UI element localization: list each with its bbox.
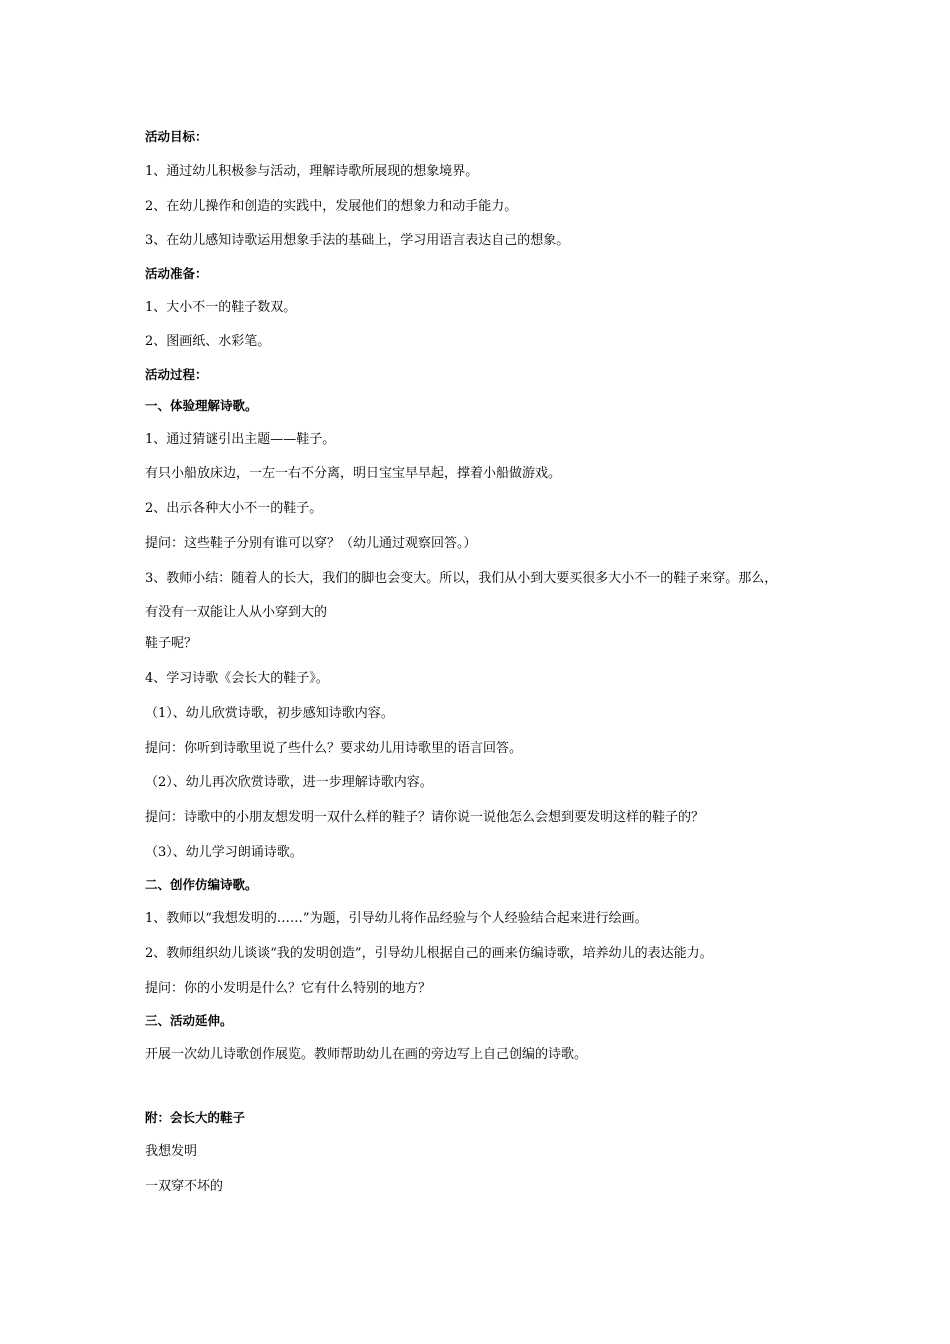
part1-sub2: （2）、幼儿再次欣赏诗歌，进一步理解诗歌内容。 <box>145 775 433 790</box>
part1-riddle: 有只小船放床边，一左一右不分离，明日宝宝早早起，撑着小船做游戏。 <box>145 466 562 481</box>
poem-line-2: 一双穿不坏的 <box>145 1179 224 1194</box>
poem-line-1: 我想发明 <box>145 1144 198 1159</box>
part1-step2: 2、出示各种大小不一的鞋子。 <box>145 501 323 516</box>
prep-heading: 活动准备： <box>145 266 208 281</box>
part1-heading: 一、体验理解诗歌。 <box>145 398 258 413</box>
part1-step3-line1: 3、教师小结：随着人的长大，我们的脚也会变大。所以，我们从小到大要买很多大小不一的鞋子来穿。那么， <box>145 571 778 586</box>
part1-question3: 提问：诗歌中的小朋友想发明一双什么样的鞋子？请你说一说他怎么会想到要发明这样的鞋子的？ <box>145 810 705 825</box>
goal-item-1: 1、通过幼儿积极参与活动，理解诗歌所展现的想象境界。 <box>145 164 479 179</box>
part1-sub3: （3）、幼儿学习朗诵诗歌。 <box>145 845 303 860</box>
part2-step2: 2、教师组织幼儿谈谈“我的发明创造”，引导幼儿根据自己的画来仿编诗歌，培养幼儿的表达能力。 <box>145 946 713 961</box>
process-heading: 活动过程： <box>145 367 208 382</box>
part1-step3-line2: 有没有一双能让人从小穿到大的 <box>145 605 328 620</box>
part2-heading: 二、创作仿编诗歌。 <box>145 877 258 892</box>
goal-item-3: 3、在幼儿感知诗歌运用想象手法的基础上，学习用语言表达自己的想象。 <box>145 233 570 248</box>
prep-item-2: 2、图画纸、水彩笔。 <box>145 334 271 349</box>
goal-item-2: 2、在幼儿操作和创造的实践中，发展他们的想象力和动手能力。 <box>145 199 518 214</box>
part2-step1: 1、教师以“我想发明的……”为题，引导幼儿将作品经验与个人经验结合起来进行绘画。 <box>145 911 648 926</box>
part1-step3-line3: 鞋子呢？ <box>145 636 198 651</box>
part1-question1: 提问：这些鞋子分别有谁可以穿？（幼儿通过观察回答。） <box>145 536 477 551</box>
part1-step1: 1、通过猜谜引出主题——鞋子。 <box>145 432 336 447</box>
part3-text: 开展一次幼儿诗歌创作展览。教师帮助幼儿在画的旁边写上自己创编的诗歌。 <box>145 1047 588 1062</box>
part1-step4: 4、学习诗歌《会长大的鞋子》。 <box>145 671 329 686</box>
goals-heading: 活动目标： <box>145 129 208 144</box>
appendix-heading: 附：会长大的鞋子 <box>145 1110 246 1125</box>
part1-sub1: （1）、幼儿欣赏诗歌，初步感知诗歌内容。 <box>145 706 394 721</box>
part3-heading: 三、活动延伸。 <box>145 1013 233 1028</box>
part2-question: 提问：你的小发明是什么？它有什么特别的地方？ <box>145 981 432 996</box>
part1-question2: 提问：你听到诗歌里说了些什么？要求幼儿用诗歌里的语言回答。 <box>145 741 523 756</box>
prep-item-1: 1、大小不一的鞋子数双。 <box>145 300 297 315</box>
